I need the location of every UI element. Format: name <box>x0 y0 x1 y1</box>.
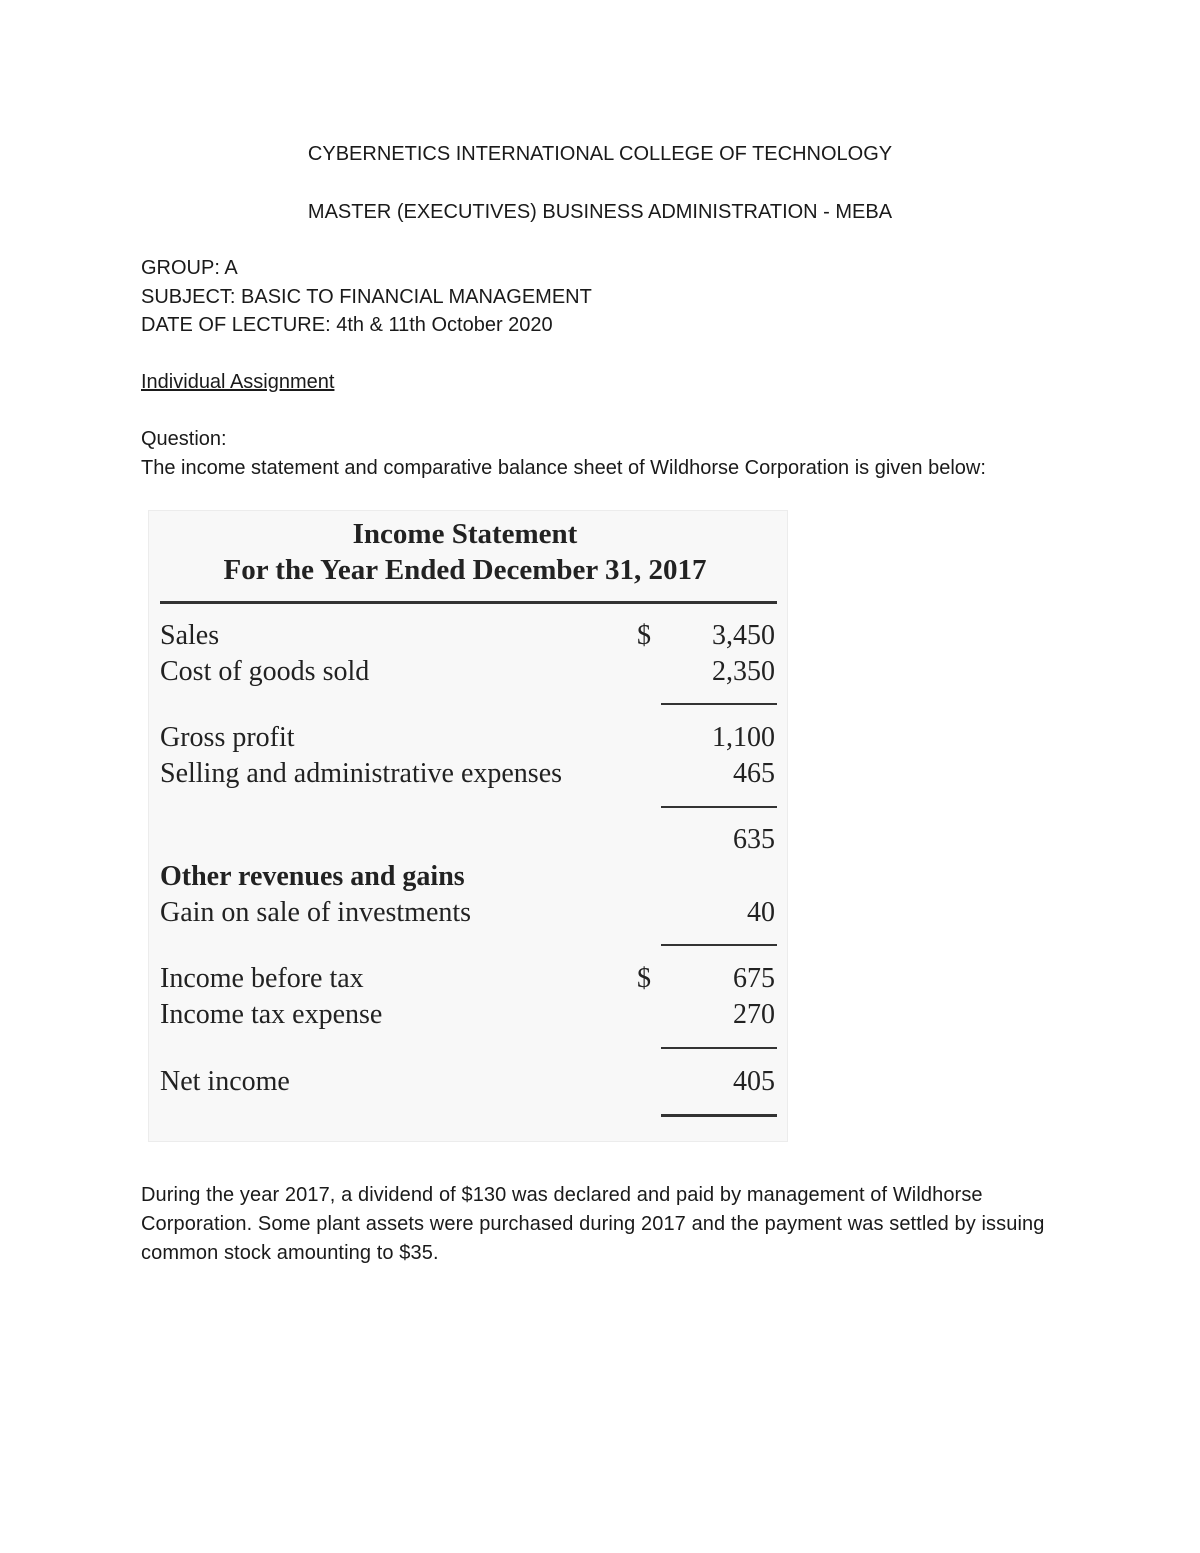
closing-paragraph: During the year 2017, a dividend of $130 was declared and paid by management of Wildhorse Corporation. Some plant assets were purchased during 2017 and the payment was settled by issuing common stock amounting to $35. <box>141 1184 1045 1264</box>
net-income-amount: 405 <box>733 1066 775 1097</box>
gross-profit-amount: 1,100 <box>712 722 775 753</box>
date-line: DATE OF LECTURE: 4th & 11th October 2020 <box>141 314 553 336</box>
subtotal-rule <box>661 703 777 705</box>
question-text: The income statement and comparative balance sheet of Wildhorse Corporation is given below: <box>141 457 986 479</box>
program-name: MASTER (EXECUTIVES) BUSINESS ADMINISTRATION - MEBA <box>307 201 893 223</box>
college-name: CYBERNETICS INTERNATIONAL COLLEGE OF TECHNOLOGY <box>307 143 893 165</box>
income-statement-figure <box>148 510 788 1142</box>
gain-label: Gain on sale of investments <box>160 897 472 928</box>
tax-label: Income tax expense <box>160 999 383 1030</box>
assignment-title: Individual Assignment <box>141 371 335 393</box>
income-before-tax-currency: $ <box>637 963 651 994</box>
income-before-tax-amount: 675 <box>733 963 775 994</box>
question-label: Question: <box>141 428 227 450</box>
subtotal-rule <box>661 944 777 946</box>
group-line: GROUP: A <box>141 257 238 279</box>
tax-amount: 270 <box>733 999 775 1030</box>
header-rule <box>160 601 777 604</box>
income-before-tax-label: Income before tax <box>160 963 364 994</box>
sga-label: Selling and administrative expenses <box>160 758 563 789</box>
subtotal-rule <box>661 1047 777 1049</box>
net-income-label: Net income <box>160 1066 290 1097</box>
statement-title: Income Statement <box>352 518 578 550</box>
cogs-label: Cost of goods sold <box>160 656 370 687</box>
subtotal-rule <box>661 806 777 808</box>
subject-line: SUBJECT: BASIC TO FINANCIAL MANAGEMENT <box>141 286 592 308</box>
statement-subtitle: For the Year Ended December 31, 2017 <box>223 554 707 586</box>
operating-amount: 635 <box>733 824 775 855</box>
sales-currency: $ <box>637 620 651 651</box>
sales-label: Sales <box>160 620 220 651</box>
gain-amount: 40 <box>747 897 775 928</box>
gross-profit-label: Gross profit <box>160 722 295 753</box>
sales-amount: 3,450 <box>712 620 775 651</box>
sga-amount: 465 <box>733 758 775 789</box>
total-rule <box>661 1114 777 1117</box>
cogs-amount: 2,350 <box>712 656 775 687</box>
other-revenues-heading: Other revenues and gains <box>160 861 465 892</box>
